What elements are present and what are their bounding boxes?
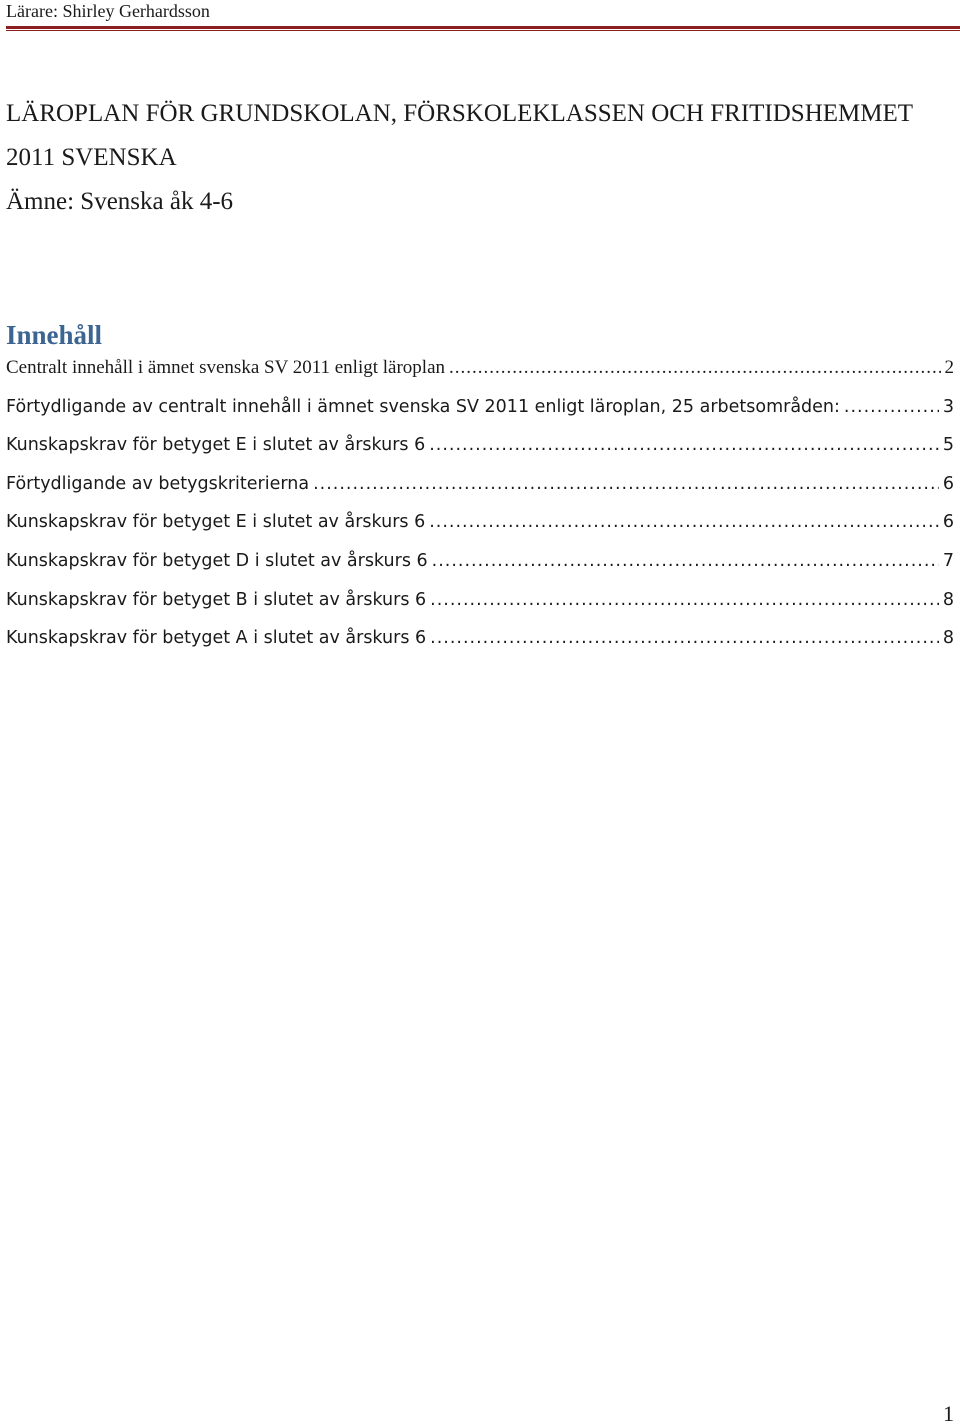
toc-dot-leader: [430, 586, 939, 614]
header-rule-thin: [6, 30, 960, 31]
toc-entry-page: 5: [942, 435, 954, 456]
toc-entry-label: Kunskapskrav för betyget D i slutet av årskurs 6: [6, 550, 428, 571]
toc-entry-label: Kunskapskrav för betyget B i slutet av årskurs 6: [6, 589, 427, 610]
toc-entry-page: 7: [942, 550, 954, 571]
teacher-name: Lärare: Shirley Gerhardsson: [6, 1, 210, 21]
toc-dot-leader: [429, 431, 939, 459]
title-line-1: LÄROPLAN FÖR GRUNDSKOLAN, FÖRSKOLEKLASSEN OCH FRITIDSHEMMET: [6, 100, 914, 127]
title-line-3: Ämne: Svenska åk 4-6: [6, 188, 234, 215]
toc-entry-7[interactable]: [6, 584, 954, 623]
toc-heading: Innehåll: [6, 320, 103, 350]
toc-entry-1[interactable]: [6, 352, 954, 391]
table-of-contents: [6, 352, 954, 661]
toc-entry-2[interactable]: [6, 391, 954, 430]
toc-dot-leader: [313, 470, 939, 498]
toc-entry-page: 6: [942, 473, 954, 494]
toc-dot-leader: [844, 393, 939, 421]
header-rule-thick: [6, 26, 960, 29]
toc-entry-page: 8: [942, 628, 954, 649]
page-number: 1: [943, 1401, 954, 1426]
toc-entry-6[interactable]: [6, 545, 954, 584]
toc-entry-page: 3: [942, 396, 954, 417]
toc-entry-label: Centralt innehåll i ämnet svenska SV 2011 enligt läroplan: [6, 357, 446, 378]
toc-dot-leader: [449, 354, 940, 382]
toc-entry-4[interactable]: [6, 468, 954, 507]
toc-entry-label: Förtydligande av betygskriterierna: [6, 473, 310, 494]
toc-entry-8[interactable]: [6, 622, 954, 661]
toc-entry-label: Förtydligande av centralt innehåll i ämnet svenska SV 2011 enligt läroplan, 25 arbetsområden:: [6, 396, 840, 417]
toc-entry-label: Kunskapskrav för betyget A i slutet av årskurs 6: [6, 628, 427, 649]
title-line-2: 2011 SVENSKA: [6, 144, 177, 171]
page-header: [6, 0, 960, 31]
document-title: [6, 92, 946, 224]
toc-dot-leader: [429, 508, 939, 536]
toc-entry-page: 2: [944, 357, 954, 378]
toc-dot-leader: [432, 547, 939, 575]
toc-entry-label: Kunskapskrav för betyget E i slutet av årskurs 6: [6, 512, 426, 533]
toc-entry-label: Kunskapskrav för betyget E i slutet av årskurs 6: [6, 435, 426, 456]
toc-entry-5[interactable]: [6, 506, 954, 545]
toc-entry-3[interactable]: [6, 429, 954, 468]
toc-dot-leader: [430, 624, 939, 652]
toc-entry-page: 8: [942, 589, 954, 610]
toc-entry-page: 6: [942, 512, 954, 533]
